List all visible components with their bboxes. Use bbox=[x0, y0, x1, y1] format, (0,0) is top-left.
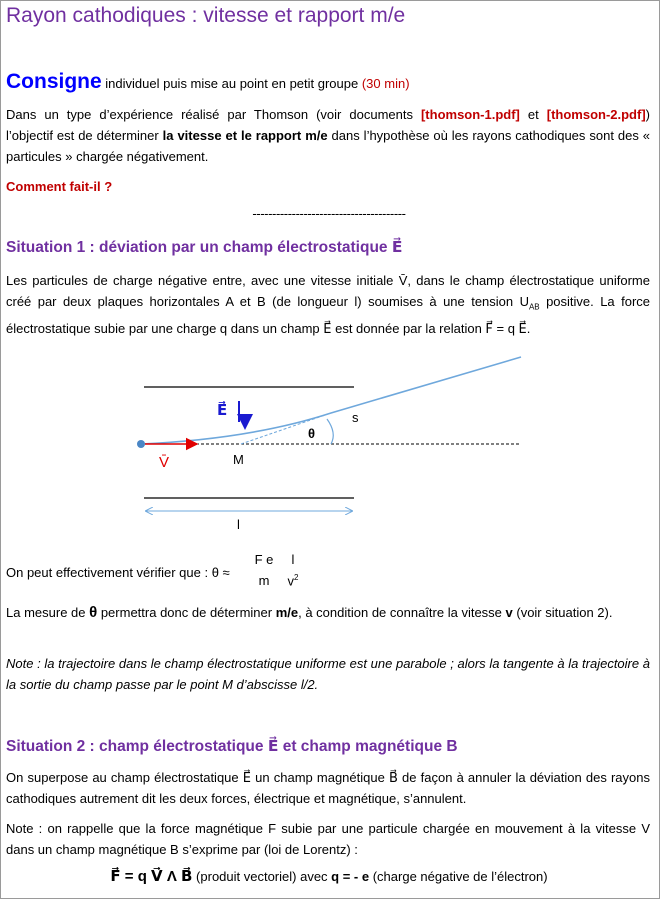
entry-point bbox=[137, 440, 145, 448]
intro-text-1: Dans un type d’expérience réalisé par Thomson (voir documents bbox=[6, 107, 421, 122]
doc-link-thomson-2[interactable]: [thomson-2.pdf] bbox=[546, 107, 646, 122]
equation-prefix: On peut effectivement vérifier que : θ ≈ bbox=[6, 565, 230, 580]
trajectory-path bbox=[141, 357, 521, 444]
separator-line: --------------------------------------- bbox=[252, 206, 406, 221]
me-ratio: m/e bbox=[275, 605, 299, 620]
doc-link-thomson-1[interactable]: [thomson-1.pdf] bbox=[420, 107, 520, 122]
situation2-heading: Situation 2 : champ électrostatique E⃗ et champ magnétique B bbox=[6, 738, 458, 755]
label-M: M bbox=[233, 452, 244, 467]
measure-text-4: (voir situation 2). bbox=[512, 605, 613, 620]
measure-text-1: La mesure de bbox=[6, 605, 90, 620]
fraction-1-numerator: F e bbox=[254, 552, 274, 567]
fraction-2 bbox=[283, 552, 303, 588]
label-V: V̄ bbox=[159, 454, 170, 471]
fraction-2-denominator: v bbox=[287, 573, 295, 589]
intro-text-3: ) l’objectif est de déterminer bbox=[6, 107, 650, 143]
note-parabola: Note : la trajectoire dans le champ électrostatique uniforme est une parabole ; alors la tangente à la trajectoire à la sortie du champ passe par le point M d’abscisse l/2. bbox=[6, 656, 650, 692]
fraction-1 bbox=[251, 552, 277, 588]
uab-subscript: AB bbox=[528, 302, 540, 312]
page-title: Rayon cathodiques : vitesse et rapport m/e bbox=[6, 4, 406, 27]
lorentz-formula bbox=[1, 867, 657, 885]
measure-paragraph bbox=[6, 602, 650, 623]
v-symbol: v bbox=[505, 605, 513, 620]
question-text: Comment fait-il ? bbox=[6, 179, 113, 194]
consigne-heading: Consigne bbox=[6, 70, 102, 93]
consigne-text: individuel puis mise au point en petit groupe bbox=[101, 76, 362, 91]
equation-line bbox=[6, 565, 230, 580]
formula-vector: F⃗ = q V⃗ Λ B⃗ bbox=[110, 868, 193, 885]
fraction-2-exponent: 2 bbox=[294, 573, 299, 582]
measure-text-3: , à condition de connaître la vitesse bbox=[298, 605, 506, 620]
label-l: l bbox=[237, 517, 240, 532]
fraction-1-denominator: m bbox=[258, 573, 270, 588]
label-s: s bbox=[352, 410, 359, 425]
theta-symbol: θ bbox=[89, 604, 98, 621]
label-theta: θ bbox=[308, 426, 316, 441]
uab-symbol: U bbox=[519, 294, 529, 309]
consigne-line bbox=[6, 70, 410, 94]
intro-bold: la vitesse et le rapport m/e bbox=[162, 128, 328, 143]
situation1-paragraph bbox=[6, 270, 650, 339]
intro-paragraph bbox=[6, 104, 650, 167]
situation1-heading: Situation 1 : déviation par un champ électrostatique E⃗ bbox=[6, 239, 403, 256]
formula-mid-text: (produit vectoriel) avec bbox=[192, 869, 332, 884]
lorentz-note: Note : on rappelle que la force magnétique F subie par une particule chargée en mouvement à la vitesse V dans un champ magnétique B s’exprime par (loi de Lorentz) : bbox=[6, 821, 650, 857]
deflection-diagram bbox=[1, 349, 657, 534]
measure-text-2: permettra donc de déterminer bbox=[97, 605, 276, 620]
label-E: E⃗ bbox=[217, 402, 228, 419]
angle-arc bbox=[327, 419, 333, 444]
consigne-duration: (30 min) bbox=[361, 76, 410, 91]
formula-end-text: (charge négative de l’électron) bbox=[369, 869, 548, 884]
charge-definition: q = - e bbox=[331, 869, 370, 884]
intro-text-4: dans l’hypothèse où les rayons cathodiques sont des « particules » chargée négativement. bbox=[6, 128, 650, 164]
situation1-text-2: positive. La force électrostatique subie par une charge q dans un champ E⃗ est donnée par la relation F⃗ = q E⃗. bbox=[6, 294, 651, 336]
situation1-text-1: Les particules de charge négative entre, avec une vitesse initiale V̄, dans le champ électrostatique uniforme créé par deux plaques horizontales A et B (de longueur l) soumises à une tension bbox=[6, 273, 650, 309]
intro-text-2: et bbox=[519, 107, 547, 122]
situation2-paragraph: On superpose au champ électrostatique E⃗ un champ magnétique B⃗ de façon à annuler la déviation des rayons cathodiques autrement dit les deux forces, électrique et magnétique, s’annulent. bbox=[6, 770, 650, 806]
fraction-2-numerator: l bbox=[291, 552, 295, 567]
